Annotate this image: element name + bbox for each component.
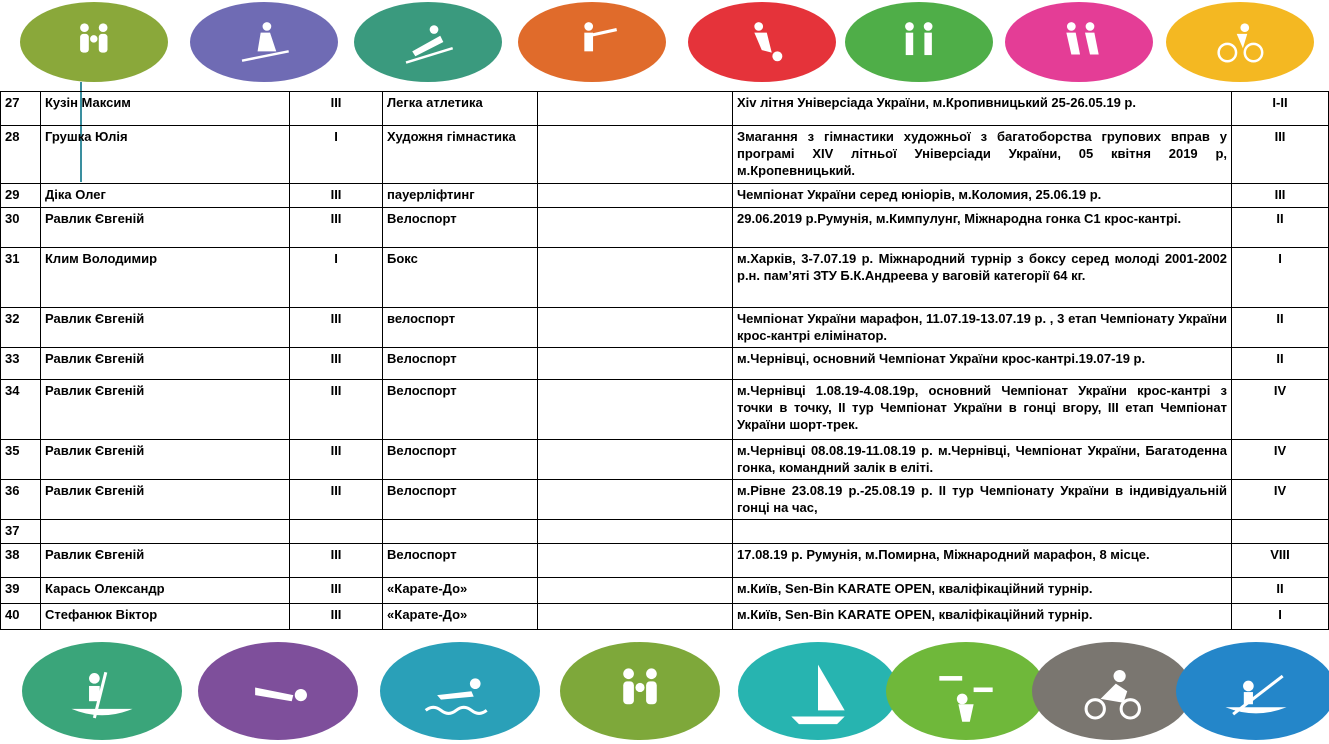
sport-discipline: Велоспорт xyxy=(383,440,538,480)
sport-rank: ІІІ xyxy=(290,604,383,630)
competition-description: 29.06.2019 р.Румунія, м.Кимпулунг, Міжнародна гонка С1 крос-кантрі. xyxy=(733,208,1232,248)
place-taken: IV xyxy=(1232,440,1329,480)
sport-rank: ІІІ xyxy=(290,480,383,520)
row-number: 34 xyxy=(1,380,41,440)
place-taken: IV xyxy=(1232,380,1329,440)
row-number: 36 xyxy=(1,480,41,520)
athlete-name: Равлик Євгеній xyxy=(41,544,290,578)
running-icon xyxy=(1005,2,1153,82)
table-row xyxy=(1,604,1329,630)
competition-description: Чемпіонат України серед юніорів, м.Коломия, 25.06.19 р. xyxy=(733,184,1232,208)
athlete-name: Равлик Євгеній xyxy=(41,480,290,520)
athlete-name: Равлик Євгеній xyxy=(41,380,290,440)
gymnastics-icon xyxy=(886,642,1046,740)
competition-description: м.Рівне 23.08.19 р.-25.08.19 р. ІІ тур Чемпіонату України в індивідуальній гонці на час, xyxy=(733,480,1232,520)
sport-discipline: Велоспорт xyxy=(383,380,538,440)
athlete-name: Стефанюк Віктор xyxy=(41,604,290,630)
row-number: 32 xyxy=(1,308,41,348)
table-row xyxy=(1,380,1329,440)
place-taken: I xyxy=(1232,248,1329,308)
empty-cell xyxy=(538,578,733,604)
empty-cell xyxy=(538,126,733,184)
empty-cell xyxy=(538,348,733,380)
empty-cell xyxy=(538,208,733,248)
table-row xyxy=(1,578,1329,604)
boxing-icon xyxy=(20,2,168,82)
sport-rank: ІІІ xyxy=(290,440,383,480)
empty-cell xyxy=(538,604,733,630)
sport-discipline: Велоспорт xyxy=(383,208,538,248)
table-row xyxy=(1,480,1329,520)
table-row xyxy=(1,208,1329,248)
sport-discipline xyxy=(383,520,538,544)
place-taken xyxy=(1232,520,1329,544)
row-number: 38 xyxy=(1,544,41,578)
athlete-name: Кузін Максим xyxy=(41,92,290,126)
row-number: 35 xyxy=(1,440,41,480)
sport-discipline: «Карате-До» xyxy=(383,578,538,604)
row-number: 33 xyxy=(1,348,41,380)
table-row xyxy=(1,184,1329,208)
nordic-walking-icon xyxy=(845,2,993,82)
competition-description: Чемпіонат України марафон, 11.07.19-13.07.19 р. , 3 етап Чемпіонату України крос-кантрі елімінатор. xyxy=(733,308,1232,348)
athlete-name: Равлик Євгеній xyxy=(41,440,290,480)
football-icon xyxy=(688,2,836,82)
table-row xyxy=(1,520,1329,544)
competition-description: м.Чернівці 08.08.19-11.08.19 р. м.Чернівці, Чемпіонат України, Багатоденна гонка, командний залік в еліті. xyxy=(733,440,1232,480)
cycling-icon xyxy=(1166,2,1314,82)
table-row xyxy=(1,92,1329,126)
sailing-icon xyxy=(738,642,898,740)
boxing-icon xyxy=(560,642,720,740)
bottom-sport-icons-band xyxy=(0,640,1329,744)
competition-description: 17.08.19 р. Румунія, м.Помирна, Міжнародний марафон, 8 місце. xyxy=(733,544,1232,578)
ski-jumping-icon xyxy=(354,2,502,82)
sport-discipline: пауерліфтинг xyxy=(383,184,538,208)
athlete-name: Діка Олег xyxy=(41,184,290,208)
sport-discipline: Велоспорт xyxy=(383,348,538,380)
empty-cell xyxy=(538,184,733,208)
empty-cell xyxy=(538,380,733,440)
results-table xyxy=(0,91,1329,630)
athlete-name: Грушка Юлія xyxy=(41,126,290,184)
table-row xyxy=(1,248,1329,308)
empty-cell xyxy=(538,544,733,578)
place-taken: II xyxy=(1232,208,1329,248)
sport-rank: ІІІ xyxy=(290,92,383,126)
place-taken: I xyxy=(1232,604,1329,630)
athlete-name xyxy=(41,520,290,544)
sport-rank: ІІІ xyxy=(290,208,383,248)
row-number: 37 xyxy=(1,520,41,544)
place-taken: I-II xyxy=(1232,92,1329,126)
row-number: 31 xyxy=(1,248,41,308)
table-row xyxy=(1,348,1329,380)
competition-description: м.Чернівці 1.08.19-4.08.19р, основний Чемпіонат України крос-кантрі з точки в точку, ІІ тур Чемпіонат України в гонці вгору, ІІІ етап Чемпіонат України шорт-трек. xyxy=(733,380,1232,440)
table-row xyxy=(1,126,1329,184)
row-number: 40 xyxy=(1,604,41,630)
sport-rank: ІІІ xyxy=(290,380,383,440)
place-taken: III xyxy=(1232,126,1329,184)
place-taken: II xyxy=(1232,348,1329,380)
sport-rank: І xyxy=(290,248,383,308)
rowing-icon xyxy=(22,642,182,740)
athlete-name: Равлик Євгеній xyxy=(41,308,290,348)
diving-icon xyxy=(198,642,358,740)
empty-cell xyxy=(538,440,733,480)
sport-discipline: Легка атлетика xyxy=(383,92,538,126)
athlete-name: Карась Олександр xyxy=(41,578,290,604)
empty-cell xyxy=(538,520,733,544)
shooting-icon xyxy=(518,2,666,82)
motorcycling-icon xyxy=(1032,642,1192,740)
table-row xyxy=(1,308,1329,348)
row-number: 30 xyxy=(1,208,41,248)
empty-cell xyxy=(538,308,733,348)
competition-description: Змагання з гімнастики художньої з багатоборства групових вправ у програмі XIV літньої Універсіади України, 05 квітня 2019 р, м.Кропевницький. xyxy=(733,126,1232,184)
place-taken: IV xyxy=(1232,480,1329,520)
competition-description: м.Київ, Sen-Bin KARATE OPEN, кваліфікаційний турнір. xyxy=(733,578,1232,604)
place-taken: II xyxy=(1232,578,1329,604)
sport-rank: ІІІ xyxy=(290,578,383,604)
competition-description: Xiv літня Універсіада України, м.Кропивницький 25-26.05.19 р. xyxy=(733,92,1232,126)
place-taken: III xyxy=(1232,184,1329,208)
sport-discipline: «Карате-До» xyxy=(383,604,538,630)
sport-discipline: Велоспорт xyxy=(383,480,538,520)
canoeing-icon xyxy=(1176,642,1329,740)
table-row xyxy=(1,440,1329,480)
athlete-name: Равлик Євгеній xyxy=(41,208,290,248)
sport-discipline: Бокс xyxy=(383,248,538,308)
sport-discipline: велоспорт xyxy=(383,308,538,348)
sport-rank: І xyxy=(290,126,383,184)
place-taken: II xyxy=(1232,308,1329,348)
competition-description: м.Харків, 3-7.07.19 р. Міжнародний турнір з боксу серед молоді 2001-2002 р.н. пам’яті ЗТУ Б.К.Андреева у ваговій категорії 64 кг. xyxy=(733,248,1232,308)
sport-rank: ІІІ xyxy=(290,544,383,578)
sport-discipline: Художня гімнастика xyxy=(383,126,538,184)
sport-rank: ІІІ xyxy=(290,184,383,208)
empty-cell xyxy=(538,480,733,520)
row-number: 39 xyxy=(1,578,41,604)
row-number: 29 xyxy=(1,184,41,208)
top-sport-icons-band xyxy=(0,0,1329,90)
skiing-icon xyxy=(190,2,338,82)
sport-discipline: Велоспорт xyxy=(383,544,538,578)
athlete-name: Равлик Євгеній xyxy=(41,348,290,380)
athlete-name: Клим Володимир xyxy=(41,248,290,308)
empty-cell xyxy=(538,248,733,308)
empty-cell xyxy=(538,92,733,126)
competition-description: м.Чернівці, основний Чемпіонат України крос-кантрі.19.07-19 р. xyxy=(733,348,1232,380)
row-number: 27 xyxy=(1,92,41,126)
row-number: 28 xyxy=(1,126,41,184)
swimming-icon xyxy=(380,642,540,740)
sport-rank: ІІІ xyxy=(290,348,383,380)
sport-rank xyxy=(290,520,383,544)
competition-description: м.Київ, Sen-Bin KARATE OPEN, кваліфікаційний турнір. xyxy=(733,604,1232,630)
competition-description xyxy=(733,520,1232,544)
sport-rank: ІІІ xyxy=(290,308,383,348)
place-taken: VIII xyxy=(1232,544,1329,578)
table-row xyxy=(1,544,1329,578)
